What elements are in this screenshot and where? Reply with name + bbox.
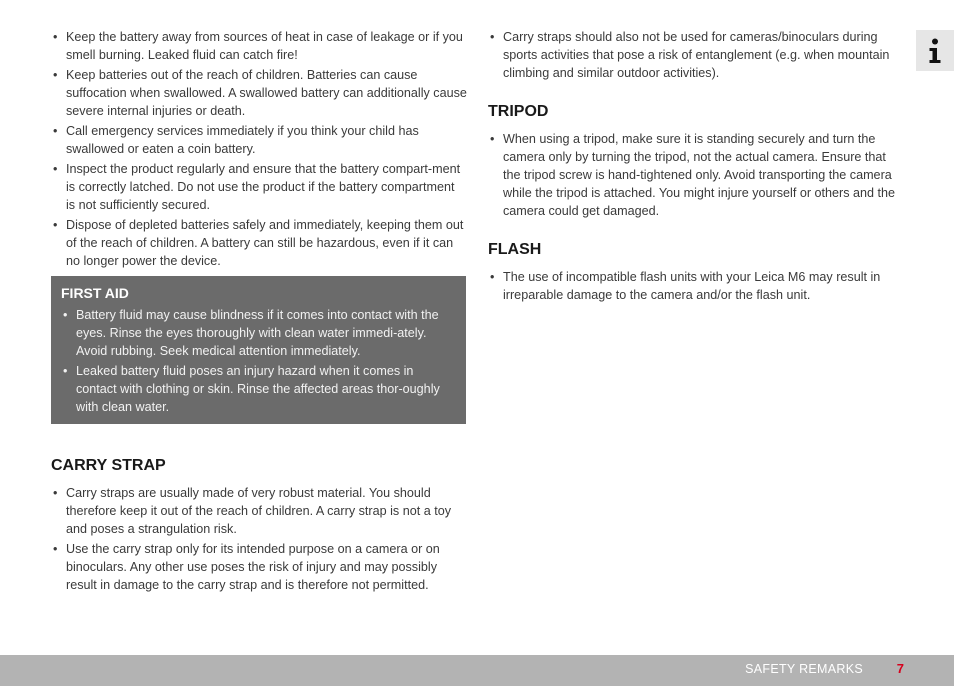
- page-number: 7: [896, 661, 904, 676]
- carry-strap-heading: CARRY STRAP: [51, 457, 166, 474]
- tripod-section: [488, 102, 906, 220]
- tripod-heading: TRIPOD: [488, 103, 549, 120]
- list-item: • When using a tripod, make sure it is standing securely and turn the camera only by turning the tripod, not the actual camera. Ensure that the tripod screw is hand-tightened only. Avoid transporting the camera while the tripod is attached. You might injure yourself or others and the camera could get damaged.: [488, 130, 906, 220]
- left-column: [51, 28, 467, 596]
- list-item: • The use of incompatible flash units with your Leica M6 may result in irreparable damage to the camera and/or the flash unit.: [488, 268, 906, 304]
- list-item: • Keep the battery away from sources of heat in case of leakage or if you smell burning. Leaked fluid can catch fire!: [51, 28, 467, 64]
- carry-strap-section: [51, 456, 467, 594]
- list-item: • Carry straps should also not be used for cameras/binoculars during sports activities that pose a risk of entanglement (e.g. when mountain climbing and similar outdoor activities).: [488, 28, 906, 82]
- tripod-list: [488, 130, 906, 220]
- flash-list: [488, 268, 906, 304]
- page-footer: [0, 655, 954, 686]
- list-item: • Carry straps are usually made of very robust material. You should therefore keep it out of the reach of children. A carry strap is not a toy and poses a strangulation risk.: [51, 484, 467, 538]
- list-item: • Leaked battery fluid poses an injury hazard when it comes in contact with clothing or skin. Rinse the affected areas thor-oughly with clean water.: [61, 362, 454, 416]
- flash-heading: FLASH: [488, 241, 542, 258]
- list-item: • Inspect the product regularly and ensure that the battery compart-ment is correctly latched. Do not use the product if the battery compartment is not sufficiently secured.: [51, 160, 467, 214]
- carry-strap-list: [51, 484, 467, 594]
- list-item: • Keep batteries out of the reach of children. Batteries can cause suffocation when swallowed. A swallowed battery can additionally cause severe internal injuries or death.: [51, 66, 467, 120]
- battery-bullet-list: [51, 28, 467, 270]
- info-tab[interactable]: [916, 30, 954, 71]
- list-item: • Battery fluid may cause blindness if it comes into contact with the eyes. Rinse the eyes thoroughly with clean water immedi-ately. Avoid rubbing. Seek medical attention immediately.: [61, 306, 454, 360]
- footer-section-label: SAFETY REMARKS: [745, 662, 863, 676]
- info-icon: [928, 38, 942, 64]
- first-aid-heading: FIRST AID: [61, 285, 129, 301]
- right-column: [488, 28, 906, 306]
- first-aid-box: [51, 276, 466, 424]
- list-item: • Dispose of depleted batteries safely and immediately, keeping them out of the reach of children. A battery can still be hazardous, even if it can no longer power the device.: [51, 216, 467, 270]
- list-item: • Use the carry strap only for its intended purpose on a camera or on binoculars. Any other use poses the risk of injury and may possibly result in damage to the carry strap and is therefore not permitted.: [51, 540, 467, 594]
- list-item: • Call emergency services immediately if you think your child has swallowed or eaten a coin battery.: [51, 122, 467, 158]
- first-aid-list: [61, 306, 454, 416]
- flash-section: [488, 240, 906, 304]
- carry-strap-continued-list: [488, 28, 906, 82]
